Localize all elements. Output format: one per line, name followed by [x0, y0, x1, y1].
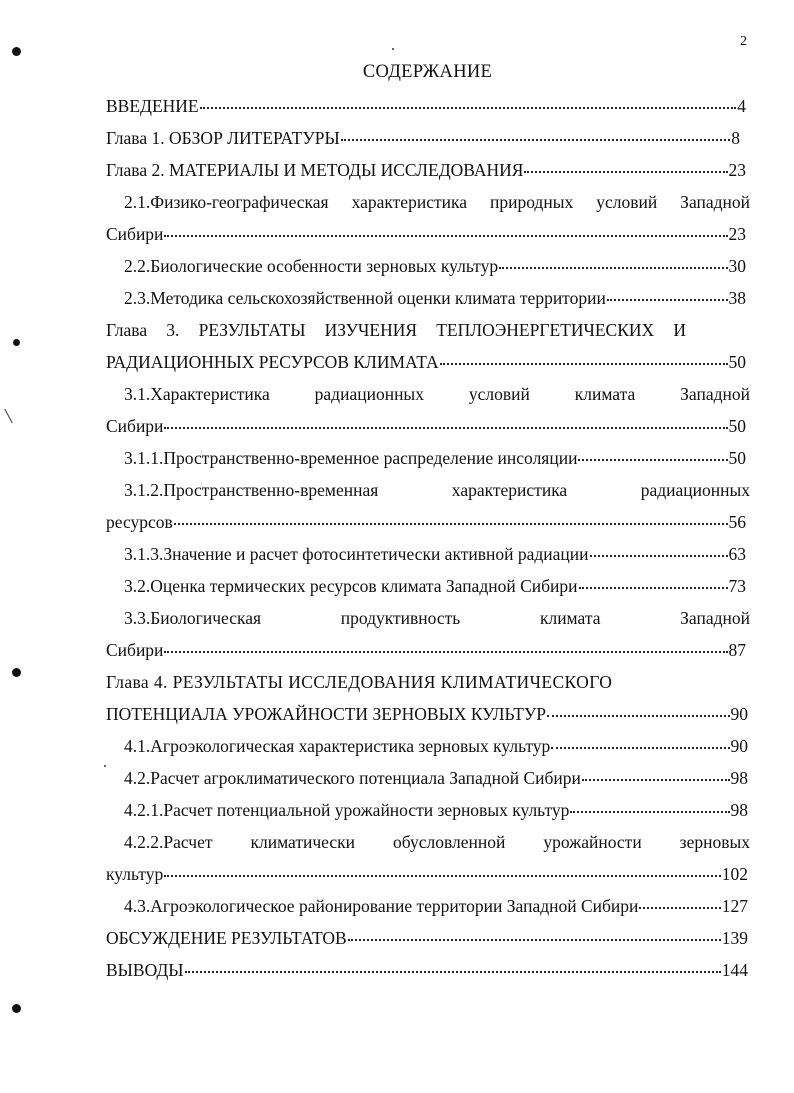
leader-dots	[582, 779, 730, 781]
toc-entry-text: 4.3.Агроэкологическое районирование территории Западной Сибири	[124, 896, 639, 916]
toc-entry-text: Сибири	[106, 416, 164, 436]
leader-dots	[524, 171, 727, 173]
leader-dots	[499, 267, 727, 269]
toc-page-number: 139	[721, 928, 748, 948]
toc-entry-text: 4.2.Расчет агроклиматического потенциала Западной Сибири	[124, 768, 581, 788]
toc-entry-section-4-2-2-cont[interactable]	[106, 860, 748, 888]
leader-dots	[164, 427, 727, 429]
toc-entry-text: ресурсов	[106, 512, 173, 532]
toc-entry-text: Глава 1. ОБЗОР ЛИТЕРАТУРЫ	[106, 128, 340, 148]
toc-entry-section-3-3[interactable]: 3.3.Биологическая продуктивность климата Западной	[124, 608, 750, 628]
toc-entry-text: РАДИАЦИОННЫХ РЕСУРСОВ КЛИМАТА	[106, 352, 439, 372]
binding-hole-mark	[12, 47, 21, 56]
toc-entry-section-4-2-1[interactable]	[124, 796, 748, 824]
toc-page-number: 23	[728, 160, 746, 180]
toc-entry-section-2-3[interactable]	[124, 284, 746, 312]
binding-hole-mark	[13, 339, 20, 346]
toc-entry-section-3-3-cont[interactable]	[106, 636, 746, 664]
toc-entry-chapter-1[interactable]	[106, 124, 740, 152]
leader-dots	[164, 875, 721, 877]
leader-dots	[164, 235, 727, 237]
leader-dots	[440, 363, 728, 365]
toc-entry-chapter-2[interactable]	[106, 156, 746, 184]
leader-dots	[341, 139, 731, 141]
toc-entry-text: культур	[106, 864, 164, 884]
toc-entry-section-3-2[interactable]	[124, 572, 746, 600]
toc-entry-section-3-1-cont[interactable]	[106, 412, 746, 440]
binding-hole-mark	[12, 1004, 21, 1013]
toc-entry-text: Глава 2. МАТЕРИАЛЫ И МЕТОДЫ ИССЛЕДОВАНИЯ	[106, 160, 524, 180]
toc-entry-text: ВЫВОДЫ	[106, 960, 184, 980]
leader-dots	[579, 587, 728, 589]
scan-artifact	[4, 409, 12, 424]
leader-dots	[200, 107, 737, 109]
toc-entry-intro[interactable]	[106, 92, 746, 120]
toc-page-number: 50	[728, 416, 746, 436]
toc-page-number: 73	[728, 576, 746, 596]
scan-speck	[104, 765, 106, 767]
toc-entry-chapter-3[interactable]: Глава 3. РЕЗУЛЬТАТЫ ИЗУЧЕНИЯ ТЕПЛОЭНЕРГЕТИЧЕСКИХ И	[106, 320, 686, 340]
toc-page-number: 63	[728, 544, 746, 564]
toc-entry-section-4-2[interactable]	[124, 764, 748, 792]
toc-entry-conclusions[interactable]	[106, 956, 748, 984]
toc-page-number: 144	[721, 960, 748, 980]
leader-dots	[570, 811, 729, 813]
page-title: СОДЕРЖАНИЕ	[362, 62, 493, 82]
toc-entry-text: 2.3.Методика сельскохозяйственной оценки климата территории	[124, 288, 606, 308]
toc-page-number: 98	[730, 768, 748, 788]
toc-page-number: 50	[728, 448, 746, 468]
toc-page-number: 90	[730, 736, 748, 756]
toc-page-number: 50	[728, 352, 746, 372]
toc-entry-section-2-2[interactable]	[124, 252, 746, 280]
toc-entry-text: ПОТЕНЦИАЛА УРОЖАЙНОСТИ ЗЕРНОВЫХ КУЛЬТУР	[106, 704, 547, 724]
toc-entry-section-3-1-2-cont[interactable]	[106, 508, 746, 536]
toc-page-number: 98	[730, 800, 748, 820]
toc-entry-text: ОБСУЖДЕНИЕ РЕЗУЛЬТАТОВ	[106, 928, 347, 948]
toc-entry-section-3-1-1[interactable]	[124, 444, 746, 472]
toc-entry-text: 2.2.Биологические особенности зерновых культур	[124, 256, 499, 276]
toc-page-number: 102	[721, 864, 748, 884]
toc-entry-section-3-1-3[interactable]	[124, 540, 746, 568]
toc-entry-text: 3.2.Оценка термических ресурсов климата Западной Сибири	[124, 576, 578, 596]
leader-dots	[348, 939, 721, 941]
toc-entry-text: 3.1.3.Значение и расчет фотосинтетически активной радиации	[124, 544, 589, 564]
toc-entry-text: 3.1.1.Пространственно-временное распределение инсоляции	[124, 448, 578, 468]
toc-page-number: 38	[728, 288, 746, 308]
toc-page-number: 30	[728, 256, 746, 276]
toc-entry-text: Сибири	[106, 640, 164, 660]
leader-dots	[185, 971, 721, 973]
leader-dots	[164, 651, 727, 653]
toc-entry-section-4-3[interactable]	[124, 892, 748, 920]
toc-entry-chapter-3-cont[interactable]	[106, 348, 746, 376]
toc-entry-section-4-2-2[interactable]: 4.2.2.Расчет климатически обусловленной урожайности зерновых	[124, 832, 750, 852]
toc-entry-chapter-4-cont[interactable]	[106, 700, 748, 728]
toc-page-number: 90	[730, 704, 748, 724]
binding-hole-mark	[12, 668, 21, 677]
toc-page-number: 127	[721, 896, 748, 916]
toc-entry-text: 4.2.1.Расчет потенциальной урожайности зерновых культур	[124, 800, 570, 820]
toc-page-number: 8	[731, 128, 740, 148]
toc-entry-section-3-1-2[interactable]: 3.1.2.Пространственно-временная характеристика радиационных	[124, 480, 750, 500]
scan-speck	[392, 48, 394, 50]
page-number: 2	[740, 34, 747, 49]
toc-entry-section-2-1-cont[interactable]	[106, 220, 746, 248]
toc-entry-section-2-1[interactable]: 2.1.Физико-географическая характеристика природных условий Западной	[124, 192, 750, 212]
leader-dots	[551, 747, 729, 749]
toc-page-number: 4	[737, 96, 746, 116]
toc-entry-section-3-1[interactable]: 3.1.Характеристика радиационных условий климата Западной	[124, 384, 750, 404]
leader-dots	[578, 459, 727, 461]
leader-dots	[547, 715, 729, 717]
toc-entry-text: Сибири	[106, 224, 164, 244]
toc-entry-discussion[interactable]	[106, 924, 748, 952]
toc-page-number: 56	[728, 512, 746, 532]
toc-entry-section-4-1[interactable]	[124, 732, 748, 760]
toc-page-number: 23	[728, 224, 746, 244]
leader-dots	[639, 907, 720, 909]
leader-dots	[607, 299, 728, 301]
toc-page-number: 87	[728, 640, 746, 660]
toc-entry-text: ВВЕДЕНИЕ	[106, 96, 199, 116]
toc-entry-text: 4.1.Агроэкологическая характеристика зерновых культур	[124, 736, 551, 756]
leader-dots	[590, 555, 728, 557]
toc-entry-chapter-4[interactable]: Глава 4. РЕЗУЛЬТАТЫ ИССЛЕДОВАНИЯ КЛИМАТИЧЕСКОГО	[106, 672, 613, 692]
leader-dots	[174, 523, 728, 525]
